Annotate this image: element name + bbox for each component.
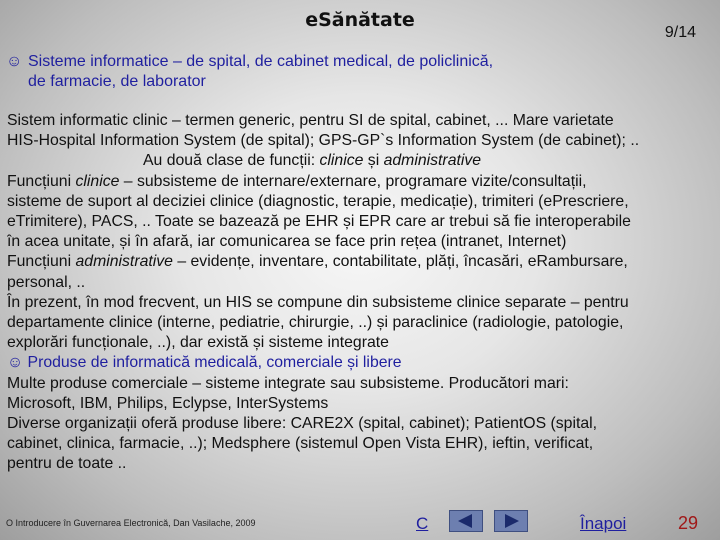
footer-credit: O Introducere în Guvernarea Electronică, Dan Vasilache, 2009 <box>6 518 256 528</box>
body-line: în acea unitate, și în afară, iar comunicarea se face prin rețea (intranet, Internet) <box>7 233 567 251</box>
arrow-right-icon <box>495 511 527 531</box>
body-line: Au două clase de funcții: clinice și administrative <box>143 152 482 170</box>
body-text <box>7 111 718 506</box>
body-line: Multe produse comerciale – sisteme integrate sau subsisteme. Producători mari: <box>7 374 569 392</box>
body-line: eTrimitere), PACS, .. Toate se bazează pe EHR și EPR care ar trebui să fie interoperabile <box>7 213 631 231</box>
body-line: Sistem informatic clinic – termen generic, pentru SI de spital, cabinet, ... Mare varietate <box>7 112 614 129</box>
body-line: explorări funcționale, ..), dar există și sisteme integrate <box>7 334 389 352</box>
body-line: Diverse organizații oferă produse libere: CARE2X (spital, cabinet); PatientOS (spital, <box>7 415 598 433</box>
c-link[interactable]: C <box>416 514 429 533</box>
bullet-main <box>6 52 706 92</box>
body-line: În prezent, în mod frecvent, un HIS se compune din subsisteme clinice separate – pentru <box>7 293 629 311</box>
page-counter: 9/14 <box>664 24 696 41</box>
slide-number: 29 <box>678 513 699 533</box>
body-line: Funcțiuni administrative – evidențe, inventare, contabilitate, plăți, încasări, eRambursare, <box>7 253 628 271</box>
body-line: cabinet, clinica, farmacie, ..); Medsphere (sistemul Open Vista EHR), ieftin, verificat, <box>7 435 594 453</box>
arrow-left-icon <box>450 511 482 531</box>
slide-title: eSănătate <box>305 9 415 31</box>
bullet-main-line2: de farmacie, de laborator <box>28 73 206 90</box>
prev-slide-button[interactable] <box>449 510 483 532</box>
smiley-icon: ☺ <box>6 53 23 70</box>
body-line: pentru de toate .. <box>7 455 127 473</box>
body-line: sisteme de suport al deciziei clinice (diagnostic, terapie, medicație), trimiteri (ePrescriere, <box>7 192 629 210</box>
smiley-icon: ☺ <box>7 354 28 372</box>
body-line: HIS-Hospital Information System (de spital); GPS-GP`s Information System (de cabinet); .. <box>7 132 640 150</box>
next-slide-button[interactable] <box>494 510 528 532</box>
body-line: Microsoft, IBM, Philips, Eclypse, InterSystems <box>7 394 329 412</box>
back-link[interactable]: Înapoi <box>580 514 627 533</box>
bullet-main-line1: Sisteme informatice – de spital, de cabinet medical, de policlinică, <box>28 53 494 70</box>
body-line: Funcțiuni clinice – subsisteme de internare/externare, programare vizite/consultații, <box>7 172 587 190</box>
bullet-products: ☺ Produse de informatică medicală, comerciale și libere <box>7 354 402 372</box>
body-line: personal, .. <box>7 273 86 291</box>
body-line: departamente clinice (interne, pediatrie, chirurgie, ..) și paraclinice (radiologie, patologie, <box>7 314 624 332</box>
